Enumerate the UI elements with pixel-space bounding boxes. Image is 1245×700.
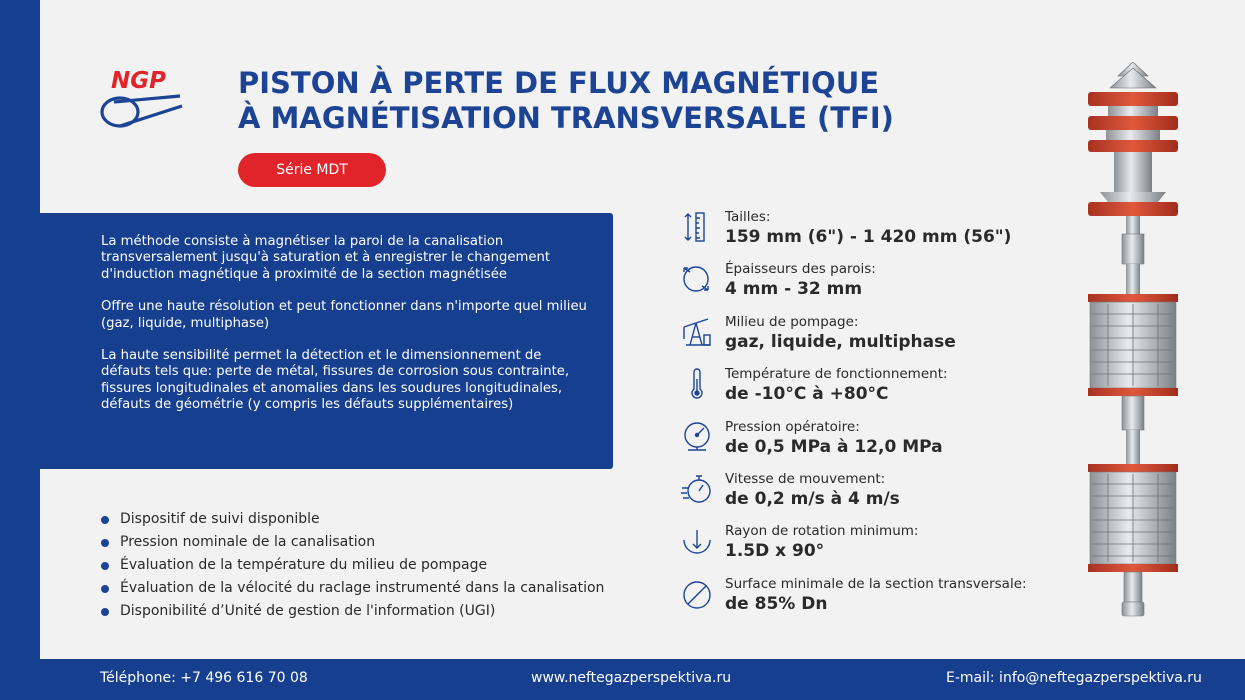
spec-value: 1.5D x 90° <box>725 541 825 562</box>
feature-list <box>100 508 604 623</box>
cross-section-icon <box>680 577 714 611</box>
pipe-wall-icon <box>680 262 714 296</box>
description-paragraph: Offre une haute résolution et peut fonctionner dans n'importe quel milieu (gaz, liquide, multiphase) <box>101 299 587 331</box>
spec-operating-pressure <box>680 417 1080 469</box>
feature-item: Pression nominale de la canalisation <box>100 531 604 554</box>
title-line-1: PISTON À PERTE DE FLUX MAGNÉTIQUE <box>238 66 880 100</box>
feature-item: Évaluation de la température du milieu de pompage <box>100 554 604 577</box>
footer-bar <box>0 659 1245 700</box>
description-panel <box>40 213 613 469</box>
spec-sizes <box>680 207 1080 259</box>
spec-wall-thickness <box>680 259 1080 311</box>
feature-item: Évaluation de la vélocité du raclage instrumenté dans la canalisation <box>100 577 604 600</box>
description-paragraph: La haute sensibilité permet la détection et le dimensionnement de défauts tels que: perte de métal, fissures de corrosion sous contrainte, fissures longitudinales et anomalies dans les soudures longitudinales, défauts de géométrie (y compris les défauts supplémentaires) <box>101 348 570 413</box>
left-accent-bar <box>0 0 40 700</box>
spec-value: de 0,2 m/s à 4 m/s <box>725 488 900 509</box>
spec-turn-radius <box>680 521 1080 573</box>
logo-emblem-icon <box>100 92 184 134</box>
spec-label: Température de fonctionnement: <box>725 366 948 383</box>
series-badge: Série MDT <box>238 153 386 187</box>
logo-text: NGP <box>111 68 166 94</box>
ruler-icon <box>680 210 714 244</box>
ngp-logo <box>100 68 184 138</box>
page-title <box>238 66 1038 136</box>
spec-value: de -10°C à +80°C <box>725 384 889 405</box>
spec-list <box>680 207 1080 626</box>
description-paragraph: La méthode consiste à magnétiser la paroi de la canalisation transversalement jusqu'à saturation et à enregistrer le changement d'induction magnétique à proximité de la section magnétisée <box>101 234 550 282</box>
spec-label: Rayon de rotation minimum: <box>725 523 919 540</box>
pump-jack-icon <box>680 315 714 349</box>
footer-phone: Téléphone: +7 496 616 70 08 <box>100 670 308 686</box>
pressure-gauge-icon <box>680 420 714 454</box>
stopwatch-icon <box>680 472 714 506</box>
title-line-2: À MAGNÉTISATION TRANSVERSALE (TFI) <box>238 101 894 135</box>
spec-cross-section <box>680 574 1080 626</box>
footer-website-link[interactable]: www.neftegazperspektiva.ru <box>531 670 732 686</box>
spec-label: Pression opératoire: <box>725 418 860 435</box>
thermometer-icon <box>680 367 714 401</box>
spec-label: Milieu de pompage: <box>725 313 859 330</box>
spec-label: Tailles: <box>725 209 771 225</box>
spec-value: 4 mm - 32 mm <box>725 279 863 300</box>
feature-item: Disponibilité d’Unité de gestion de l'information (UGI) <box>100 600 604 623</box>
spec-value: de 0,5 MPa à 12,0 MPa <box>725 436 943 457</box>
spec-pumping-medium <box>680 312 1080 364</box>
spec-temperature <box>680 364 1080 416</box>
inspection-pig-image <box>1078 62 1188 618</box>
feature-item: Dispositif de suivi disponible <box>100 508 604 531</box>
spec-value: 159 mm (6") - 1 420 mm (56") <box>725 227 1012 247</box>
footer-email-link[interactable]: E-mail: info@neftegazperspektiva.ru <box>946 670 1202 686</box>
spec-value: gaz, liquide, multiphase <box>725 331 956 352</box>
rotation-radius-icon <box>680 524 714 558</box>
spec-value: de 85% Dn <box>725 593 828 614</box>
spec-speed <box>680 469 1080 521</box>
spec-label: Épaisseurs des parois: <box>725 261 876 278</box>
spec-label: Surface minimale de la section transversale: <box>725 575 1027 592</box>
spec-label: Vitesse de mouvement: <box>725 470 886 487</box>
